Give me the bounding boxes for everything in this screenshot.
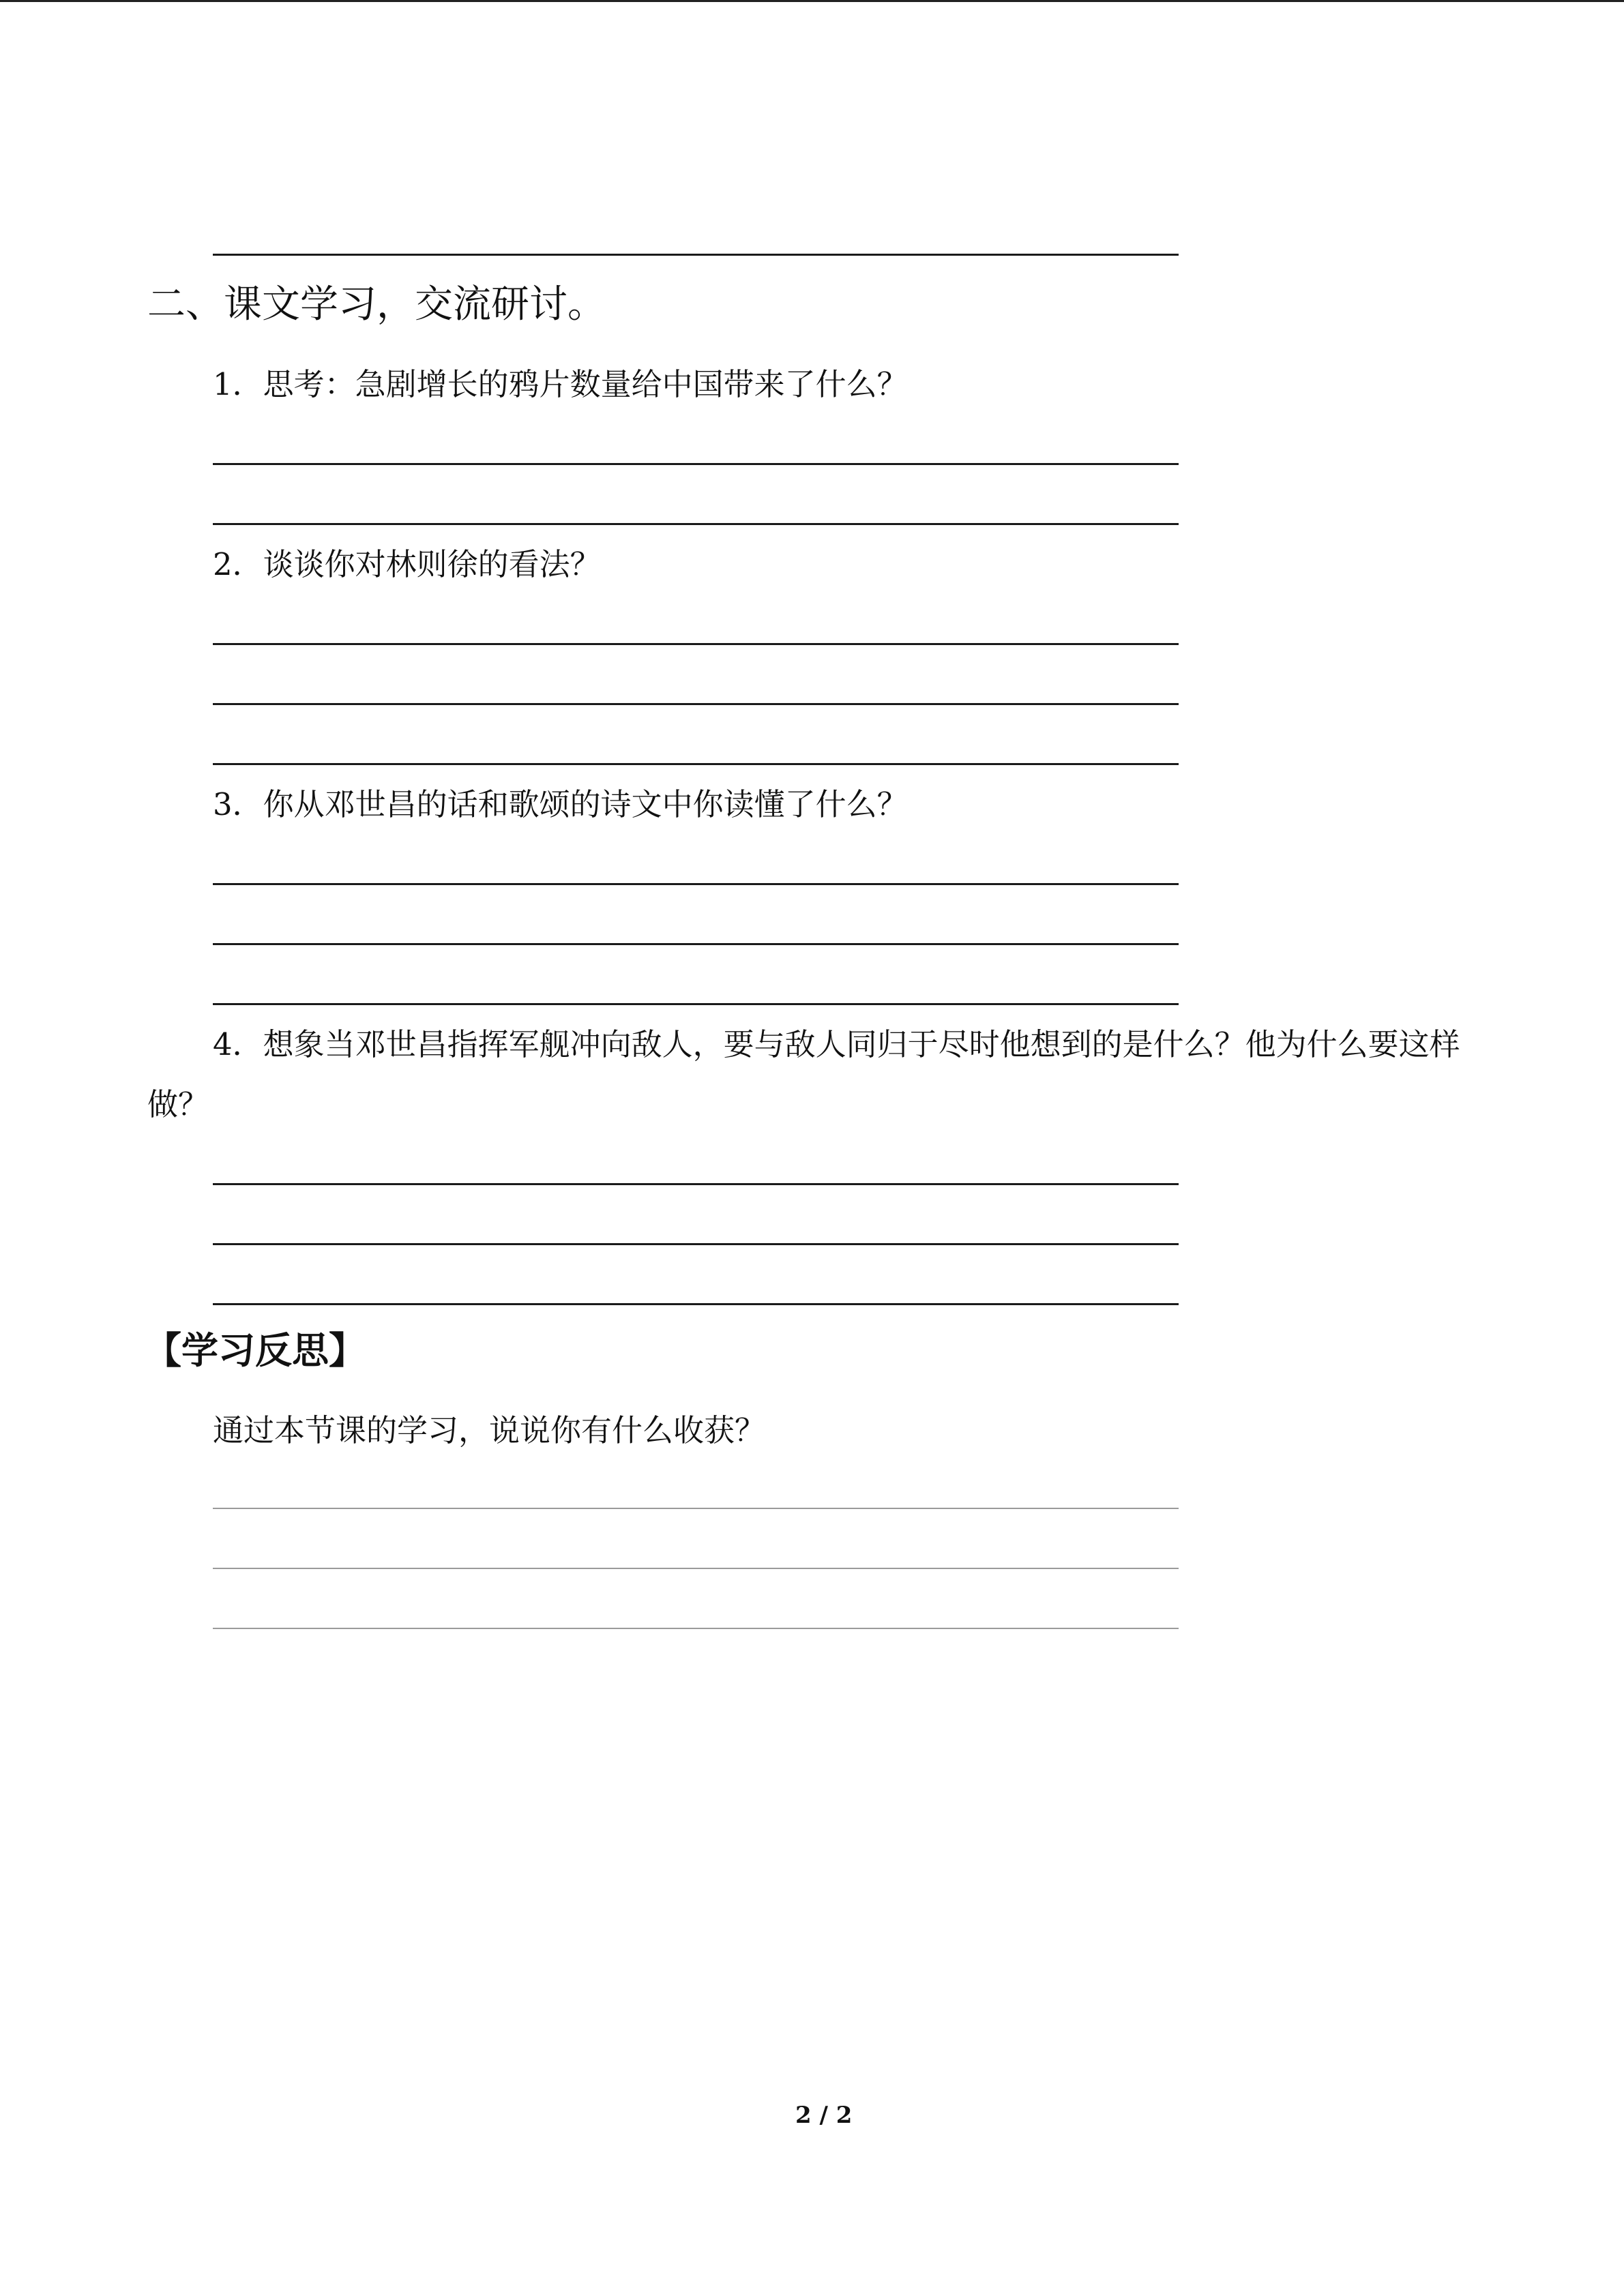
question-3: 3．你从邓世昌的话和歌颂的诗文中你读懂了什么？ (213, 786, 908, 822)
answer-line-q2-3[interactable] (213, 763, 1179, 765)
answer-line-q1-1[interactable] (213, 463, 1179, 465)
answer-line-q3-1[interactable] (213, 883, 1179, 885)
reflection-line-2[interactable] (213, 1568, 1179, 1569)
page-number: 2 / 2 (795, 2102, 853, 2129)
answer-line-q1-2[interactable] (213, 523, 1179, 525)
reflection-title: 【学习反思】 (145, 1328, 366, 1372)
section-title: 二、课文学习，交流研讨。 (147, 282, 606, 327)
question-4: 4．想象当邓世昌指挥军舰冲向敌人，要与敌人同归于尽时他想到的是什么？他为什么要这样做？ (147, 1026, 1460, 1122)
reflection-prompt: 通过本节课的学习，说说你有什么收获？ (213, 1412, 766, 1448)
answer-line-q3-2[interactable] (213, 943, 1179, 945)
reflection-line-3[interactable] (213, 1628, 1179, 1629)
answer-line-q4-3[interactable] (213, 1303, 1179, 1305)
answer-line-q3-3[interactable] (213, 1003, 1179, 1005)
answer-line-q4-2[interactable] (213, 1243, 1179, 1245)
answer-line-q2-1[interactable] (213, 643, 1179, 645)
answer-line-q4-1[interactable] (213, 1183, 1179, 1185)
page-top-border (0, 0, 1624, 2)
question-1: 1．思考：急剧增长的鸦片数量给中国带来了什么？ (213, 366, 908, 402)
answer-line-q2-2[interactable] (213, 703, 1179, 705)
answer-line[interactable] (213, 254, 1179, 256)
question-2: 2．谈谈你对林则徐的看法？ (213, 546, 601, 582)
reflection-line-1[interactable] (213, 1508, 1179, 1509)
